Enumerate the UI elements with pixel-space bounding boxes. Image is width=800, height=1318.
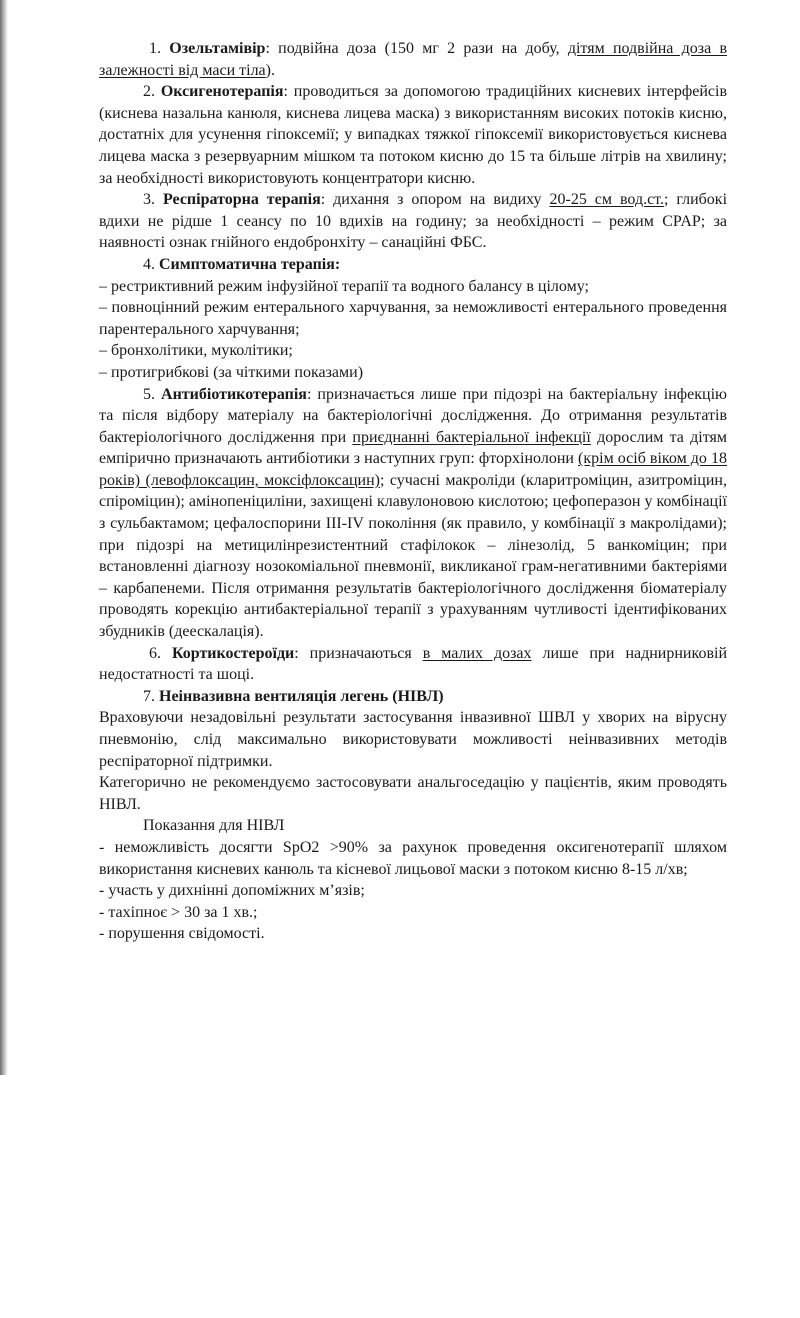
section-3-text-a: : дихання з опором на видиху [320, 191, 550, 209]
section-5-text-a: : призначається лише при підозрі на бактеріальну інфекцію та після відбору матеріалу на бактеріологічні дослідження. До отримання результатів бактеріологічного дослідження при [99, 385, 727, 446]
section-3-underlined: 20-25 см вод.ст. [549, 191, 664, 209]
section-7-number: 7. [143, 687, 159, 705]
section-2-oxygen-therapy [99, 81, 727, 189]
section-5-text-c: ; сучасні макроліди (кларитроміцин, азитроміцин, спіроміцин); амінопеніциліни, захищені клавулоновою кислотою; цефоперазон у комбінації з сульбактамом; цефалоспорини III-IV покоління (як правило, у комбінації з макролідами); при підозрі на метицилінрезистентний стафілокок – лінезолід, 5 ванкоміцин; при встановленні діагнозу нозокоміальної пневмонії, викликаної грам-негативними бактеріями – карбапенеми. Після отримання результатів бактеріологічного дослідження біоматеріалу проводять корекцію антибактеріальної терапії з урахуванням чутливості ідентифікованих збудників (деескалація). [99, 471, 727, 641]
section-5-text-b: дорослим та дітям емпірично призначають антибіотики з наступних груп: фторхінолони [99, 428, 728, 468]
section-3-number: 3. [143, 191, 163, 209]
list-item: – бронхолітики, муколітики; [99, 342, 293, 360]
section-1-oseltamivir [99, 38, 727, 81]
section-6-underlined: в малих дозах [422, 644, 532, 662]
list-item: - тахіпноє > 30 за 1 хв.; [99, 903, 258, 921]
blank-page-bottom [0, 1075, 800, 1318]
section-4-number: 4. [143, 255, 159, 273]
section-6-title: Кортикостероїди [171, 644, 295, 662]
section-7-paragraph: Враховуючи незадовільні результати застосування інвазивної ШВЛ у хворих на вірусну пневмонію, слід максимально використовувати можливості неінвазивних методів респіраторної підтримки. [99, 709, 727, 770]
section-1-text: : подвійна доза (150 мг 2 рази на добу, [265, 40, 568, 57]
section-3-respiratory-therapy [99, 189, 727, 254]
section-6-corticosteroids [99, 643, 727, 686]
section-7-title: Неінвазивна вентиляція легень (НІВЛ) [159, 687, 444, 705]
list-item: – протигрибкові (за чіткими показами) [99, 363, 364, 381]
section-2-text: : проводиться за допомогою традиційних кисневих інтерфейсів (киснева назальна канюля, киснева лицева маска) з використанням високих потоків кисню, достатніх для усунення гіпоксемії; у випадках тяжкої гіпоксемії використовується киснева лицева маска з резервуарним мішком та потоком кисню до 15 та більше літрів на хвилину; за необхідності використовують концентратори кисню. [99, 83, 728, 187]
section-6-number: 6. [149, 644, 172, 662]
section-3-title: Респіраторна терапія [162, 191, 321, 209]
section-4-title: Симптоматична терапія: [159, 255, 341, 273]
list-item: - участь у дихнінні допоміжних м’язів; [99, 882, 365, 900]
document-page [99, 38, 727, 945]
section-7-paragraph: Категорично не рекомендуємо застосовувати анальгоседацію у пацієнтів, яким проводять НІВЛ. [99, 774, 727, 813]
section-3-text-b: ; глибокі вдихи не рідше 1 сеансу по 10 вдихів на годину; за необхідності – режим CPAP; за наявності ознак гнійного ендобронхіту – санаційні ФБС. [99, 191, 728, 252]
section-1-title: Озельтамівір [169, 40, 266, 57]
section-5-title: Антибіотикотерапія [161, 385, 307, 403]
section-6-text-b: лише при наднирниковій недостатності та шоці. [99, 644, 728, 684]
section-5-number: 5. [143, 385, 162, 403]
section-2-number: 2. [143, 83, 161, 101]
list-item: - неможливість досягти SpO2 >90% за рахунок проведення оксигенотерапії шляхом використання кисневих канюль та кісневої лицьової маски з потоком кисню 8-15 л/хв; [99, 838, 727, 878]
list-item: – рестриктивний режим інфузійної терапії та водного балансу в цілому; [99, 277, 589, 295]
section-5-underlined-b: (крім осіб віком до 18 років) (левофлоксацин, моксіфлоксацин) [99, 450, 727, 489]
section-7-heading [99, 686, 727, 708]
indications-title: Показання для НІВЛ [143, 817, 285, 835]
section-5-antibiotic-therapy [99, 384, 727, 643]
list-item: - порушення свідомості. [99, 925, 265, 943]
section-5-underlined-a: приєднанні бактеріальної інфекції [352, 428, 591, 446]
section-4-symptomatic-therapy [99, 254, 727, 276]
section-1-end: ). [265, 61, 275, 79]
section-1-underlined: дітям подвійна доза в залежності від маси тіла [99, 40, 728, 79]
section-1-number: 1. [149, 40, 170, 57]
scan-left-edge [0, 0, 8, 1075]
section-2-title: Оксигенотерапія [160, 83, 284, 101]
list-item: – повноцінний режим ентерального харчування, за неможливості ентерального проведення парентерального харчування; [99, 299, 727, 338]
section-6-text-a: : призначаються [294, 644, 423, 662]
